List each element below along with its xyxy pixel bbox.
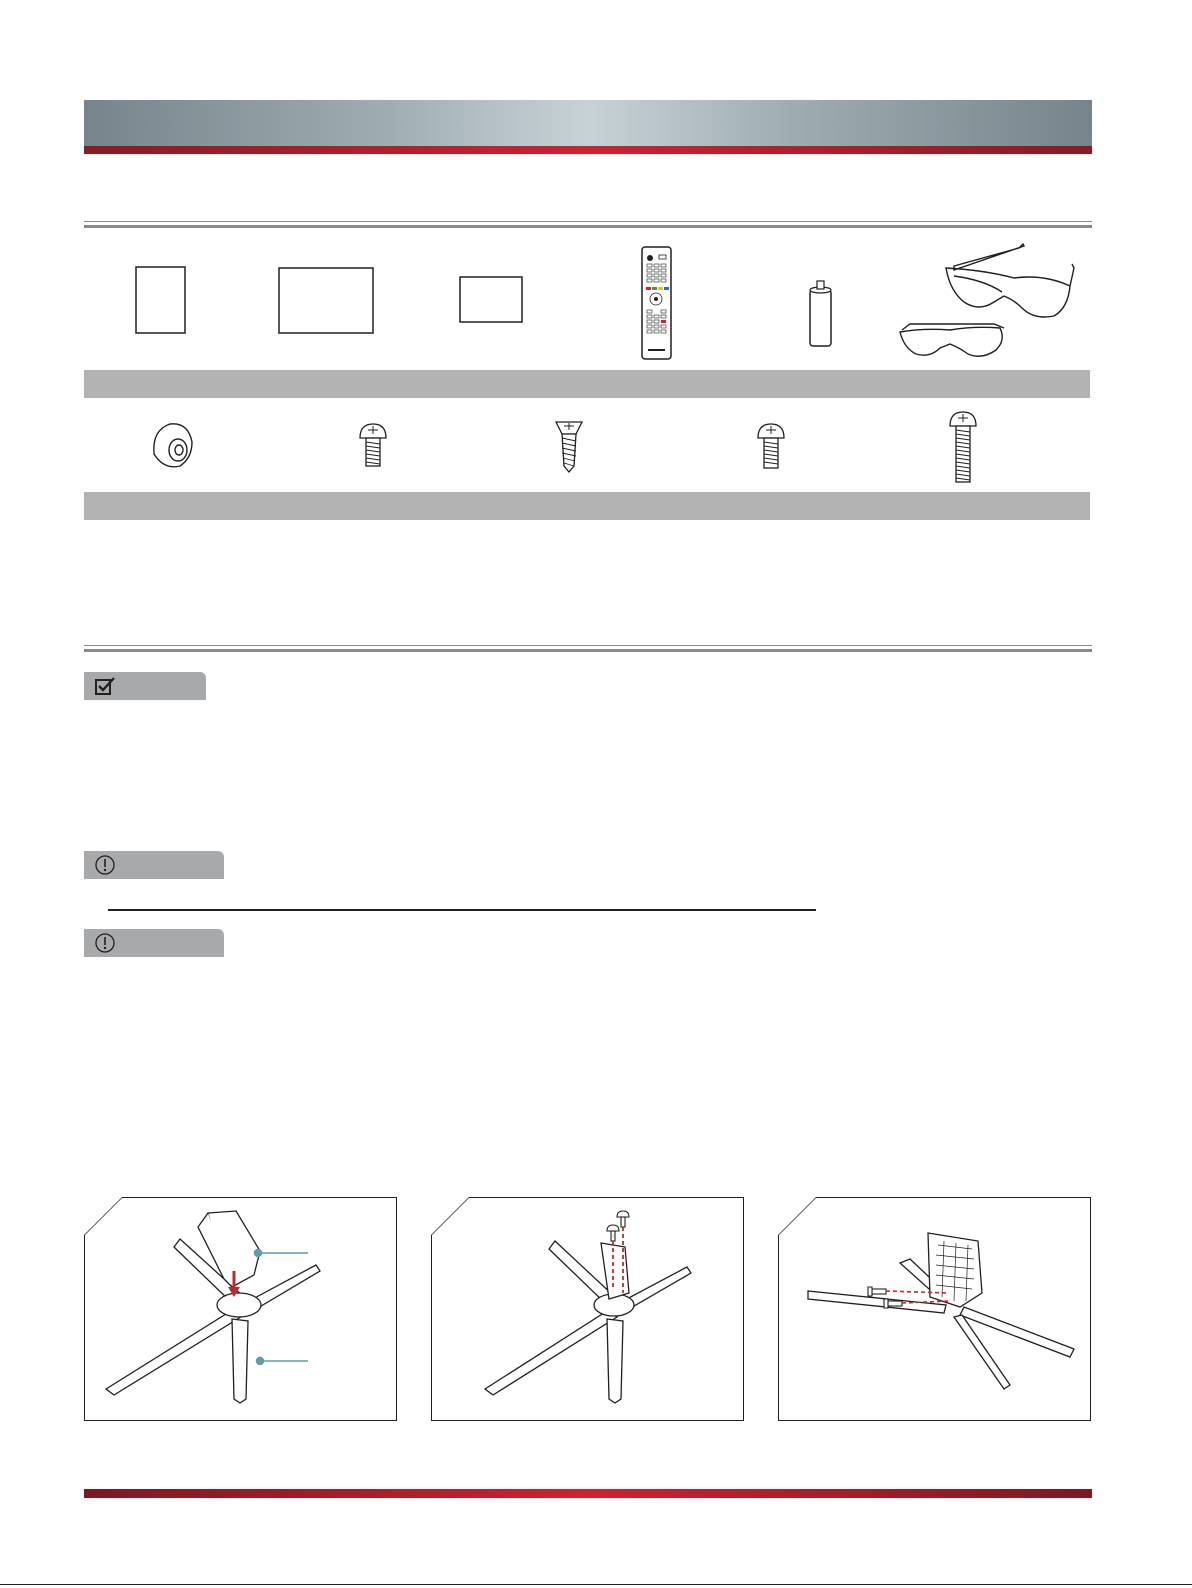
exclamation-icon xyxy=(94,854,116,876)
screws-illustrations xyxy=(84,408,1092,486)
remote-control-icon xyxy=(642,247,671,359)
stand-assembly-step-2 xyxy=(431,1197,744,1421)
document-landscape-icon xyxy=(279,268,373,333)
step-3-panel xyxy=(778,1197,1091,1421)
battery-icon xyxy=(810,281,831,346)
header-band xyxy=(84,100,1092,146)
accessories-illustrations xyxy=(84,236,1092,366)
step-1-panel xyxy=(84,1197,397,1421)
note-tag xyxy=(84,672,206,700)
caution-tag xyxy=(84,851,224,879)
section-rule xyxy=(84,645,1092,652)
3d-glasses-icon xyxy=(900,244,1074,356)
page-bottom-rule xyxy=(0,1584,1192,1585)
caution-underline xyxy=(108,909,816,911)
header-accent-bar xyxy=(84,146,1092,154)
section-rule xyxy=(84,221,1092,228)
countersunk-screw-icon xyxy=(556,422,582,472)
warning-tag xyxy=(84,929,224,957)
stand-assembly-step-3 xyxy=(778,1197,1091,1421)
screws-label-strip xyxy=(84,492,1090,520)
footer-accent-bar xyxy=(84,1489,1092,1498)
checkbox-icon xyxy=(94,676,118,696)
accessories-row xyxy=(84,236,1092,366)
rubber-cap-icon xyxy=(154,424,192,467)
short-screw-icon xyxy=(758,424,784,468)
exclamation-icon xyxy=(94,932,116,954)
accessories-label-strip xyxy=(84,370,1090,398)
card-icon xyxy=(460,277,522,322)
step-2-panel xyxy=(431,1197,744,1421)
short-screw-icon xyxy=(360,424,386,466)
screws-row xyxy=(84,408,1092,486)
long-screw-icon xyxy=(950,412,976,482)
document-icon xyxy=(136,267,185,333)
stand-assembly-step-1 xyxy=(84,1197,397,1421)
